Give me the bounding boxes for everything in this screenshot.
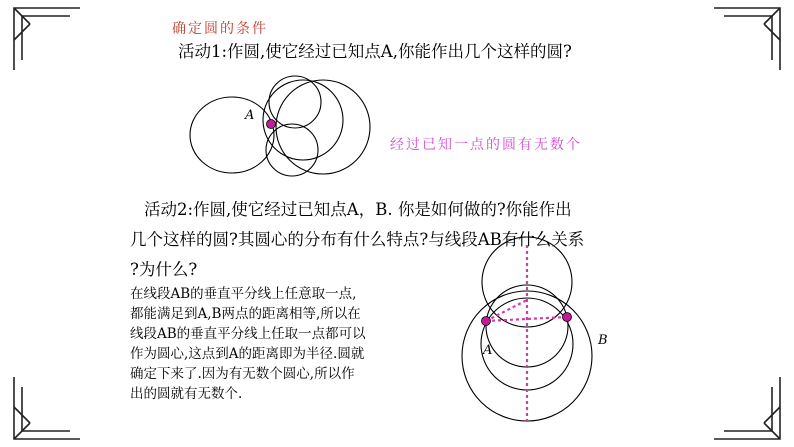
activity1-question: 活动1:作圆,使它经过已知点A,你能作出几个这样的圆? [178, 42, 572, 61]
activity2-question-line: ?为什么? [130, 260, 198, 279]
activity1-conclusion: 经过已知一点的圆有无数个 [390, 137, 582, 153]
answer-line: 都能满足到A,B两点的距离相等,所以在 [130, 306, 361, 322]
activity2-question-line: 活动2:作圆,使它经过已知点A，B. 你是如何做的?你能作出 [144, 200, 572, 219]
circle-large-left [190, 97, 274, 173]
circles-through-two-points-diagram [455, 240, 615, 440]
answer-line: 出的圆就有无数个. [130, 386, 243, 402]
answer-line: 在线段AB的垂直平分线上任意取一点, [130, 286, 357, 302]
answer-line: 确定下来了.因为有无数个圆心,所以作 [130, 366, 355, 382]
point-a-dot [482, 317, 491, 326]
point-a-dot [267, 120, 276, 129]
activity2-question-line: 几个这样的圆?其圆心的分布有什么特点?与线段AB有什么关系 [130, 230, 585, 249]
activity2-answer [130, 284, 430, 404]
circle-lower [266, 124, 318, 176]
answer-line: 作为圆心,这点到A的距离即为半径.圆就 [130, 346, 365, 362]
point-a-label-fig2: A [483, 343, 493, 358]
section-title: 确定圆的条件 [172, 21, 268, 37]
circle-mid [263, 80, 343, 160]
point-a-label-fig1: A [245, 108, 255, 123]
point-b-label-fig2: B [598, 333, 608, 348]
answer-line: 线段AB的垂直平分线上任取一点都可以 [130, 326, 366, 342]
point-b-dot [563, 313, 572, 322]
circles-through-point-diagram [195, 70, 395, 180]
